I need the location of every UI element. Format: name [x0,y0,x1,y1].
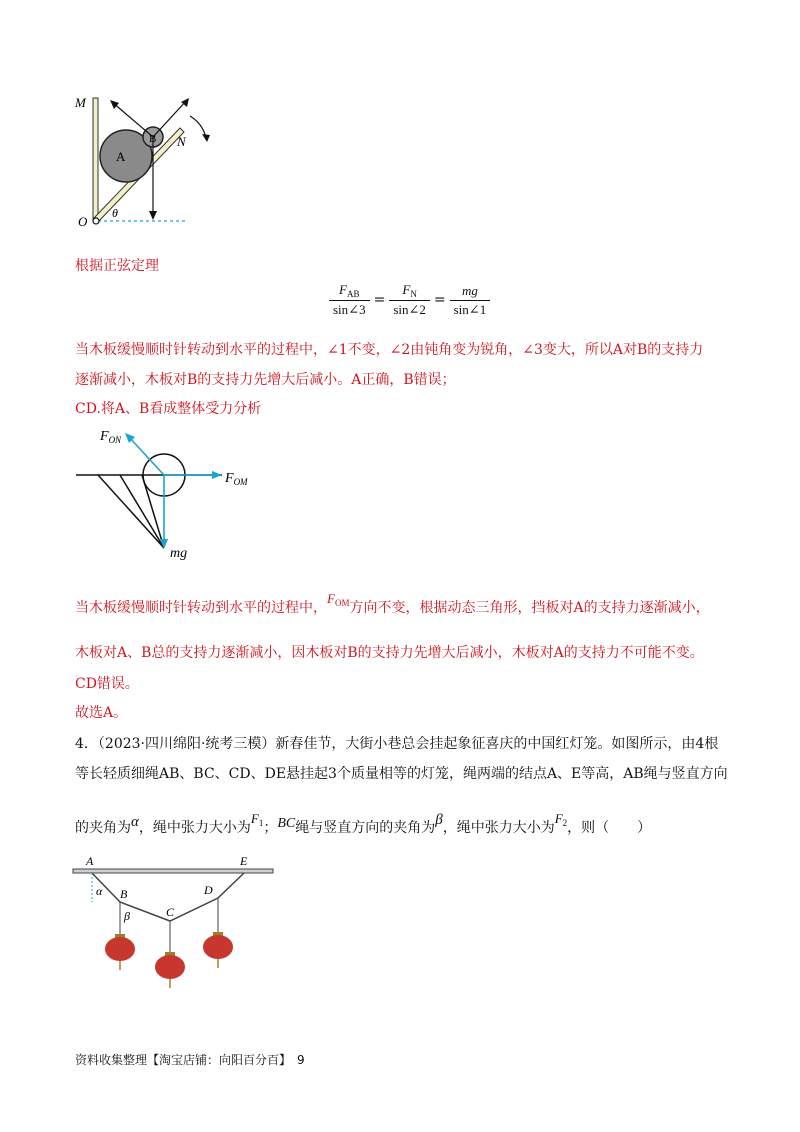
lantern-left [105,934,135,970]
question-4-line3: 的夹角为α，绳中张力大小为$F_1$；BC绳与竖直方向的夹角为β，绳中张力大小为$F_2$，则（ ） [75,811,652,836]
label-O: O [78,214,88,229]
solution-p1: 根据正弦定理 [75,258,159,274]
figure-board-balls [70,90,220,230]
label-beta: β [124,909,130,923]
solution-p4a: 当木板缓慢顺时针转动到水平的过程中，$F_{OM}$方向不变，根据动态三角形，挡板对A的支持力逐渐减小， [75,591,710,616]
figure-force-triangle [72,422,272,562]
label-mg: mg [170,546,188,561]
label-B: B [149,133,157,145]
solution-p5: 故选A。 [75,705,128,721]
solution-p2b: 逐渐减小，木板对B的支持力先增大后减小。A正确，B错误； [75,372,456,388]
label-A: A [86,854,94,868]
label-C: C [166,905,175,919]
lantern-middle [155,952,185,988]
question-4-line1: 4．（2023·四川绵阳·统考三模）新春佳节，大街小巷总会挂起象征喜庆的中国红灯笼。如图所示，由4根 [75,736,719,752]
label-F-on: $F_{ON}$ [100,429,122,445]
F-om: $F_{OM}$ [327,591,350,608]
solution-p4c: CD错误。 [75,676,139,692]
label-N: N [177,134,186,149]
label-alpha: α [96,884,103,898]
label-M: M [75,95,86,110]
label-A: A [116,149,126,164]
label-B: B [120,887,128,901]
solution-p3: CD.将A、B看成整体受力分析 [75,401,262,417]
figure-lanterns [70,852,280,992]
page-footer: 资料收集整理【淘宝店铺：向阳百分百】 9 [75,1053,305,1067]
label-F-om: $F_{OM}$ [225,471,248,487]
sine-rule-formula: $\frac{F_{AB}}{\sin\angle 3}$ = $\frac{F_N}{\sin\angle 2}$ = $\frac{mg}{\sin\angle 1}$ [325,282,494,318]
question-4-line2: 等长轻质细绳AB、BC、CD、DE悬挂起3个质量相等的灯笼，绳两端的结点A、E等高，AB绳与竖直方向 [75,766,728,782]
solution-p2a: 当木板缓慢顺时针转动到水平的过程中，∠1不变，∠2由钝角变为锐角，∠3变大，所以A对B的支持力 [75,342,704,358]
solution-p4b: 木板对A、B总的支持力逐渐减小，因木板对B的支持力先增大后减小，木板对A的支持力不可能不变。 [75,645,704,661]
label-theta: θ [112,206,118,220]
label-D: D [204,883,213,897]
lantern-right [203,932,233,968]
label-E: E [240,854,248,868]
